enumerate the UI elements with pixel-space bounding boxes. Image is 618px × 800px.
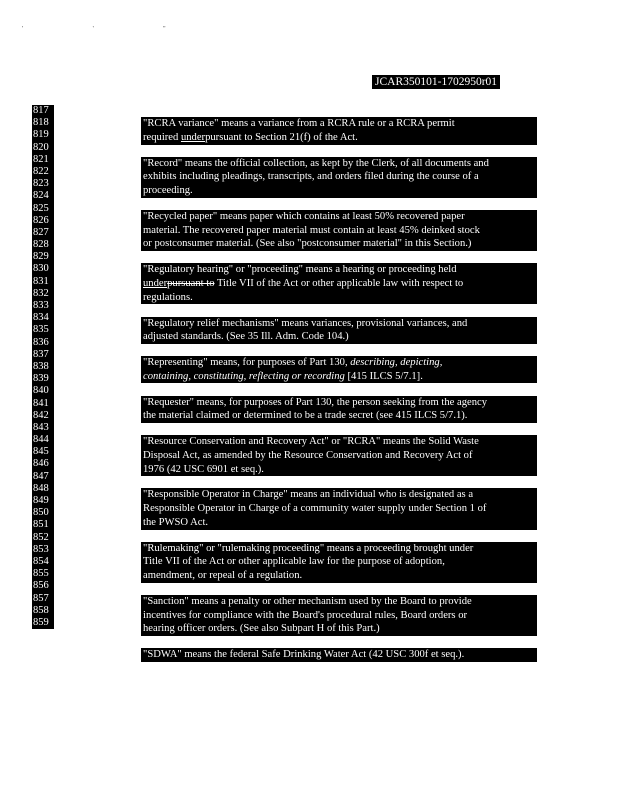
definition-line	[141, 449, 537, 463]
definition-line	[141, 330, 537, 344]
line-number: 823	[32, 178, 54, 190]
definition-paragraph	[141, 488, 537, 529]
text-run: adjusted standards. (See 35 Ill. Adm. Code 104.)	[143, 331, 349, 343]
text-run: or postconsumer material. (See also "postconsumer material" in this Section.)	[143, 238, 472, 250]
definition-line	[141, 609, 537, 623]
definition-paragraph	[141, 648, 537, 662]
blank-line	[141, 636, 537, 648]
line-number: 822	[32, 166, 54, 178]
text-run: the material claimed or determined to be a trade secret (see 415 ILCS 5/7.1).	[143, 410, 468, 422]
line-number: 856	[32, 580, 54, 592]
text-run: regulations.	[143, 291, 193, 303]
definition-line	[141, 356, 537, 370]
text-run: "Responsible Operator in Charge" means an individual who is designated as a	[143, 489, 474, 501]
line-number: 824	[32, 190, 54, 202]
definition-paragraph	[141, 595, 537, 636]
definition-paragraph	[141, 210, 537, 251]
blank-line	[141, 530, 537, 542]
text-run: "Sanction" means a penalty or other mechanism used by the Board to provide	[143, 595, 472, 607]
blank-line	[141, 383, 537, 395]
line-number: 841	[32, 398, 54, 410]
definition-line	[141, 488, 537, 502]
line-number: 837	[32, 349, 54, 361]
line-number: 853	[32, 544, 54, 556]
blank-line	[141, 304, 537, 316]
definition-paragraph	[141, 317, 537, 344]
text-run: 1976 (42 USC 6901 et seq.).	[143, 463, 264, 475]
definition-paragraph	[141, 263, 537, 304]
definition-line	[141, 184, 537, 198]
definition-line	[141, 569, 537, 583]
text-run: Disposal Act, as amended by the Resource Conservation and Recovery Act of	[143, 449, 473, 461]
definition-line	[141, 516, 537, 530]
text-run: "Regulatory relief mechanisms" means variances, provisional variances, and	[143, 317, 468, 329]
line-number: 843	[32, 422, 54, 434]
line-number: 827	[32, 227, 54, 239]
definition-line	[141, 237, 537, 251]
definition-paragraph	[141, 396, 537, 423]
definition-paragraph	[141, 542, 537, 583]
definition-line	[141, 317, 537, 331]
line-number: 849	[32, 495, 54, 507]
line-number: 833	[32, 300, 54, 312]
line-number: 839	[32, 373, 54, 385]
text-run: Responsible Operator in Charge of a community water supply under Section 1 of	[143, 503, 487, 515]
definition-line	[141, 409, 537, 423]
text-run: Title VII of the Act or other applicable law with respect to	[214, 277, 464, 289]
line-number: 851	[32, 519, 54, 531]
text-run: material. The recovered paper material must contain at least 45% deinked stock	[143, 224, 480, 236]
text-run: "Resource Conservation and Recovery Act" or "RCRA" means the Solid Waste	[143, 436, 479, 448]
definition-paragraph	[141, 117, 537, 144]
line-number: 854	[32, 556, 54, 568]
document-code-header: JCAR350101-1702950r01	[372, 75, 500, 89]
line-number: 857	[32, 593, 54, 605]
line-number: 820	[32, 142, 54, 154]
line-number: 859	[32, 617, 54, 629]
text-run: "Representing" means, for purposes of Part 130,	[143, 357, 351, 369]
line-number: 819	[32, 129, 54, 141]
line-number: 818	[32, 117, 54, 129]
definition-paragraph	[141, 356, 537, 383]
text-run: exhibits including pleadings, transcripts, and orders filed during the course of a	[143, 171, 479, 183]
line-number: 838	[32, 361, 54, 373]
text-run: under	[143, 277, 168, 289]
definition-line	[141, 595, 537, 609]
line-number: 821	[32, 154, 54, 166]
text-run: the PWSO Act.	[143, 516, 209, 528]
definition-line	[141, 157, 537, 171]
text-run: incentives for compliance with the Board's procedural rules, Board orders or	[143, 609, 468, 621]
definition-line	[141, 396, 537, 410]
line-number: 840	[32, 385, 54, 397]
blank-line	[141, 105, 537, 117]
text-run: required	[143, 131, 181, 143]
line-number: 844	[32, 434, 54, 446]
text-run: amendment, or repeal of a regulation.	[143, 570, 303, 582]
definition-line	[141, 210, 537, 224]
line-number: 825	[32, 203, 54, 215]
text-run: containing, constituting, reflecting or recording	[143, 370, 345, 382]
line-number: 832	[32, 288, 54, 300]
text-run: "Record" means the official collection, as kept by the Clerk, of all documents and	[143, 157, 489, 169]
definition-line	[141, 463, 537, 477]
text-run: hearing officer orders. (See also Subpart H of this Part.)	[143, 623, 380, 635]
line-number: 850	[32, 507, 54, 519]
blank-line	[141, 198, 537, 210]
line-number: 848	[32, 483, 54, 495]
text-run: "SDWA" means the federal Safe Drinking Water Act (42 USC 300f et seq.).	[143, 649, 465, 661]
blank-line	[141, 145, 537, 157]
definition-line	[141, 435, 537, 449]
definition-line	[141, 117, 537, 131]
blank-line	[141, 344, 537, 356]
definition-line	[141, 542, 537, 556]
definition-line	[141, 502, 537, 516]
text-run: "RCRA variance" means a variance from a RCRA rule or a RCRA permit	[143, 118, 455, 130]
line-number: 828	[32, 239, 54, 251]
line-number: 858	[32, 605, 54, 617]
blank-line	[141, 423, 537, 435]
definition-paragraph	[141, 435, 537, 476]
text-run: describing, depicting,	[350, 357, 443, 369]
text-run: pursuant to Section 21(f) of the Act.	[205, 131, 358, 143]
definition-line	[141, 648, 537, 662]
line-number: 842	[32, 410, 54, 422]
line-number: 829	[32, 251, 54, 263]
line-number: 847	[32, 471, 54, 483]
definition-line	[141, 277, 537, 291]
blank-line	[141, 251, 537, 263]
line-number: 852	[32, 532, 54, 544]
line-number: 836	[32, 337, 54, 349]
text-run: "Regulatory hearing" or "proceeding" means a hearing or proceeding held	[143, 264, 457, 276]
text-run: "Requester" means, for purposes of Part 130, the person seeking from the agency	[143, 396, 488, 408]
definition-line	[141, 622, 537, 636]
line-number: 826	[32, 215, 54, 227]
text-run: Title VII of the Act or other applicable law for the purpose of adoption,	[143, 556, 445, 568]
text-run: pursuant to	[167, 277, 215, 289]
line-number: 834	[32, 312, 54, 324]
definition-line	[141, 263, 537, 277]
definition-line	[141, 224, 537, 238]
line-number: 845	[32, 446, 54, 458]
line-number: 835	[32, 324, 54, 336]
line-number-column	[32, 105, 54, 629]
definition-line	[141, 170, 537, 184]
blank-line	[141, 583, 537, 595]
definition-line	[141, 131, 537, 145]
scan-specks: ' ' "	[22, 26, 200, 32]
definition-line	[141, 291, 537, 305]
text-run: under	[180, 131, 206, 143]
line-number: 831	[32, 276, 54, 288]
blank-line	[141, 476, 537, 488]
definition-line	[141, 555, 537, 569]
definition-paragraph	[141, 157, 537, 198]
text-run: [415 ILCS 5/7.1].	[344, 370, 423, 382]
definition-line	[141, 370, 537, 384]
text-run: proceeding.	[143, 185, 193, 197]
definitions-list	[141, 105, 537, 662]
text-run: "Rulemaking" or "rulemaking proceeding" means a proceeding brought under	[143, 542, 474, 554]
line-number: 846	[32, 458, 54, 470]
text-run: "Recycled paper" means paper which contains at least 50% recovered paper	[143, 211, 465, 222]
line-number: 830	[32, 263, 54, 275]
line-number: 855	[32, 568, 54, 580]
line-number: 817	[32, 105, 54, 117]
